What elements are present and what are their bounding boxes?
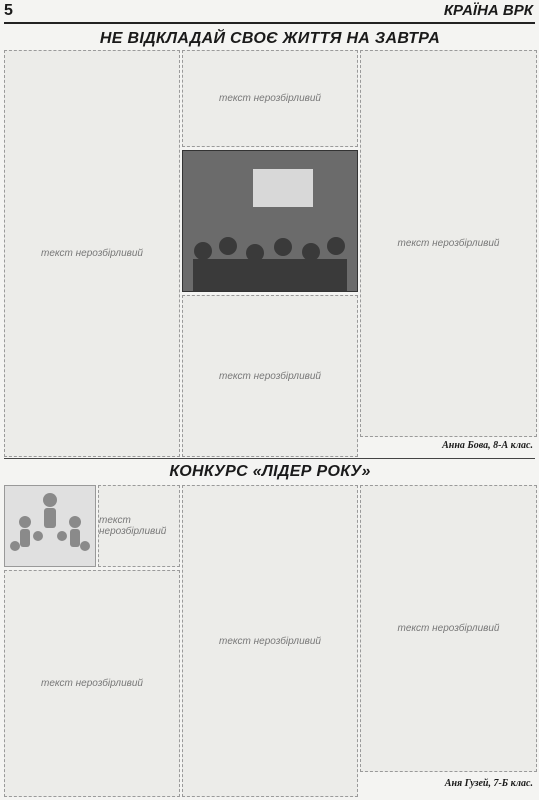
section-title: КРАЇНА ВРК xyxy=(443,2,533,19)
illegible-text: текст нерозбірливий xyxy=(397,238,500,249)
illegible-text: текст нерозбірливий xyxy=(219,635,321,647)
article1-headline: НЕ ВІДКЛАДАЙ СВОЄ ЖИТТЯ НА ЗАВТРА xyxy=(99,30,441,47)
article1-signoff: Анна Бова, 8-А клас. xyxy=(442,440,533,451)
illegible-text: текст нерозбірливий xyxy=(219,93,321,104)
illegible-text: текст нерозбірливий xyxy=(219,370,321,382)
illegible-text: текст нерозбірливий xyxy=(41,248,143,259)
classroom-photo xyxy=(182,150,358,292)
illegible-text: текст нерозбірливий xyxy=(41,678,143,689)
illegible-text: текст нерозбірливий xyxy=(99,515,167,537)
article2-column-3 xyxy=(360,485,537,772)
article-divider xyxy=(4,458,535,459)
masthead xyxy=(4,2,535,24)
article1-column-2-top xyxy=(182,50,358,147)
page-number: 5 xyxy=(4,2,13,19)
article2-signoff: Аня Гузей, 7-Б клас. xyxy=(444,778,533,789)
people-crowd-icon xyxy=(5,486,95,566)
article1-column-3 xyxy=(360,50,537,437)
article2-column-2 xyxy=(182,485,358,797)
classroom-photo-illustration xyxy=(183,151,357,291)
illegible-text: текст нерозбірливий xyxy=(397,623,500,634)
leader-figures-illustration xyxy=(4,485,96,567)
article2-intro xyxy=(98,485,180,567)
article1-column-1 xyxy=(4,50,180,457)
article2-headline: КОНКУРС «ЛІДЕР РОКУ» xyxy=(169,463,371,480)
article2-column-1 xyxy=(4,570,180,797)
article1-column-2-bottom xyxy=(182,295,358,457)
